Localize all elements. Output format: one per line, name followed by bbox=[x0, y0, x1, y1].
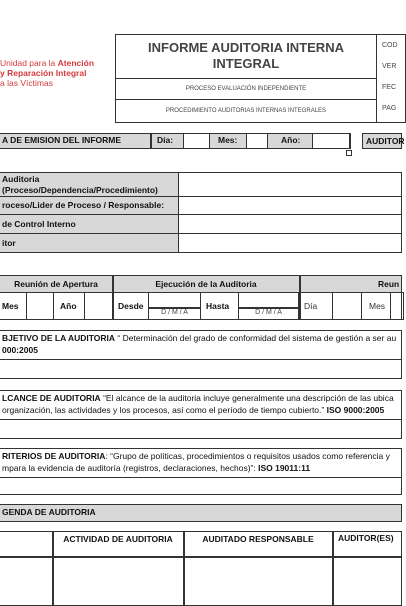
objetivo-section bbox=[2, 332, 402, 356]
dia2-field[interactable] bbox=[332, 292, 362, 320]
logo-text-1b: Atención bbox=[57, 58, 95, 68]
info-row-1-label-1: Auditoria bbox=[2, 174, 40, 184]
mes-label: Mes: bbox=[218, 135, 238, 145]
agenda-col-auditores: AUDITOR(ES) bbox=[338, 533, 394, 543]
info-row-1-label-2: (Proceso/Dependencia/Procedimiento) bbox=[2, 185, 158, 195]
side-label-cod: COD bbox=[382, 42, 398, 49]
logo-text-3: a las Víctimas bbox=[0, 78, 53, 88]
dia-label: Día: bbox=[157, 135, 174, 145]
info-row-1-field[interactable] bbox=[178, 172, 402, 197]
dia2-label: Día bbox=[304, 301, 318, 311]
logo bbox=[0, 58, 112, 98]
side-label-pag: PAG bbox=[382, 105, 397, 112]
anio-label: Año: bbox=[281, 135, 301, 145]
alcance-label: LCANCE DE AUDITORIA bbox=[2, 393, 101, 403]
schedule-mes: Mes bbox=[2, 301, 19, 311]
auditor-header: AUDITOR bbox=[362, 133, 402, 149]
schedule-mes-field[interactable] bbox=[26, 292, 54, 320]
desde-dma: D / M / A bbox=[161, 309, 188, 316]
criterios-label: RITERIOS DE AUDITORIA bbox=[2, 451, 106, 461]
header-subtitle-1: PROCESO EVALUACIÓN INDEPENDIENTE bbox=[115, 78, 377, 100]
info-row-3-label: de Control Interno bbox=[2, 219, 76, 229]
info-row-4-label: itor bbox=[2, 238, 16, 248]
alcance-text-1: “El alcance de la auditoria incluye generalmente una descripción de las ubica bbox=[103, 393, 394, 403]
hasta-dma: D / M / A bbox=[255, 309, 282, 316]
info-row-2-field[interactable] bbox=[178, 196, 402, 215]
document-title: INFORME AUDITORIA INTERNA INTEGRAL bbox=[148, 40, 344, 71]
side-label-fec: FEC bbox=[382, 84, 396, 91]
ejecucion-label: Ejecución de la Auditoria bbox=[155, 279, 257, 289]
mes-field[interactable] bbox=[246, 133, 268, 149]
criterios-text-1: : “Grupo de políticas, procedimientos o requisitos usados como referencia y bbox=[105, 451, 390, 461]
objetivo-blank[interactable] bbox=[0, 359, 402, 379]
criterios-text-2: mpara la evidencia de auditoría (registros, declaraciones, hechos)”: bbox=[2, 463, 256, 473]
info-row-3-field[interactable] bbox=[178, 214, 402, 234]
small-checkbox[interactable] bbox=[346, 150, 352, 156]
agenda-col-auditado: AUDITADO RESPONSABLE bbox=[202, 534, 314, 544]
mes2-field[interactable] bbox=[390, 292, 404, 320]
schedule-anio-field[interactable] bbox=[84, 292, 113, 320]
desde-label: Desde bbox=[118, 301, 144, 311]
logo-text-2: y Reparación Integral bbox=[0, 68, 87, 78]
alcance-ref: ISO 9000:2005 bbox=[326, 405, 385, 415]
fecha-label: A DE EMISION DEL INFORME bbox=[2, 135, 122, 145]
logo-text-1a: Unidad para la bbox=[0, 58, 58, 68]
header-subtitle-2: PROCEDIMIENTO AUDITORIAS INTERNAS INTEGRALES bbox=[115, 99, 377, 123]
reunion-cierre-label: Reun bbox=[378, 279, 400, 289]
alcance-section bbox=[2, 392, 402, 416]
agenda-label: GENDA DE AUDITORIA bbox=[2, 507, 96, 517]
anio-field[interactable] bbox=[312, 133, 350, 149]
agenda-row-1[interactable] bbox=[0, 557, 402, 600]
objetivo-ref: 000:2005 bbox=[2, 345, 38, 355]
reunion-apertura-label: Reunión de Apertura bbox=[14, 279, 98, 289]
alcance-blank[interactable] bbox=[0, 419, 402, 439]
side-label-ver: VER bbox=[382, 63, 397, 70]
mes2-label: Mes bbox=[369, 301, 386, 311]
objetivo-text: “ Determinación del grado de conformidad del sistema de gestión a ser au bbox=[117, 333, 397, 343]
schedule-anio: Año bbox=[60, 301, 77, 311]
dia-field[interactable] bbox=[183, 133, 210, 149]
header-side-labels bbox=[382, 42, 406, 126]
criterios-blank[interactable] bbox=[0, 477, 402, 495]
objetivo-label: BJETIVO DE LA AUDITORIA bbox=[2, 333, 116, 343]
info-row-4 bbox=[0, 233, 179, 253]
criterios-ref: ISO 19011:11 bbox=[258, 463, 311, 473]
info-row-2-label: roceso/Lider de Proceso / Responsable: bbox=[2, 200, 165, 210]
agenda-col-actividad: ACTIVIDAD DE AUDITORIA bbox=[63, 534, 173, 544]
hasta-label: Hasta bbox=[206, 301, 230, 311]
alcance-text-2: organización, las actividades y los procesos, así como el período de tiempo cubierto.” bbox=[2, 405, 325, 415]
info-row-4-field[interactable] bbox=[178, 233, 402, 253]
criterios-section bbox=[2, 450, 402, 474]
